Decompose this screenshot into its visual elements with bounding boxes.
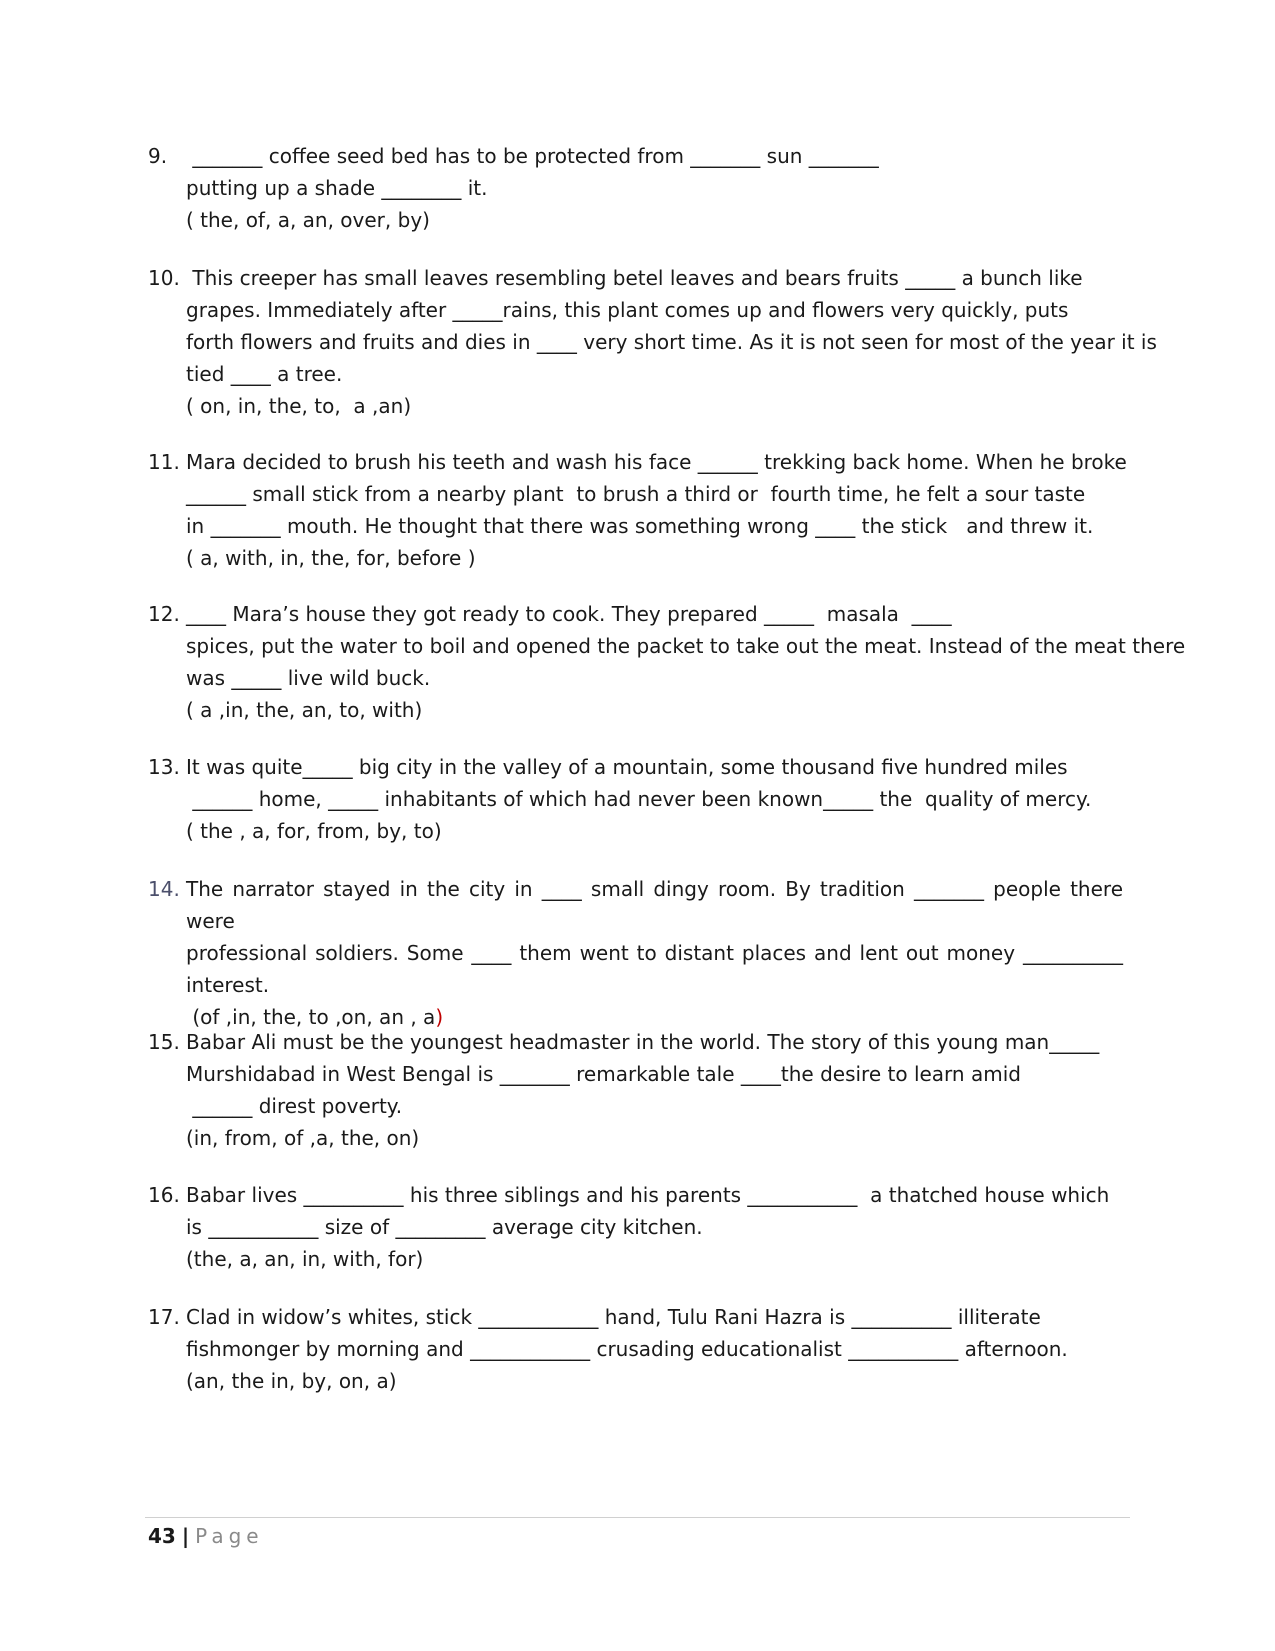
question-line: The narrator stayed in the city in ____ small dingy room. By tradition _______ people there were bbox=[186, 877, 1123, 933]
question-line: forth flowers and fruits and dies in ____ very short time. As it is not seen for most of the year it is bbox=[186, 330, 1157, 354]
question-number: 9. bbox=[148, 144, 168, 168]
question-line: fishmonger by morning and ____________ crusading educationalist ___________ afternoon. bbox=[186, 1337, 1068, 1361]
page-footer bbox=[148, 1521, 264, 1551]
question-16 bbox=[148, 1179, 1123, 1275]
question-10 bbox=[148, 262, 1157, 422]
question-number: 13. bbox=[148, 755, 180, 779]
question-line: _______ coffee seed bed has to be protected from _______ sun _______ bbox=[186, 144, 879, 168]
closing-paren: ) bbox=[435, 1005, 444, 1029]
answer-options: (the, a, an, in, with, for) bbox=[186, 1247, 424, 1271]
question-line: Babar Ali must be the youngest headmaster in the world. The story of this young man_____ bbox=[186, 1030, 1100, 1054]
question-line: ______ small stick from a nearby plant to brush a third or fourth time, he felt a sour taste bbox=[186, 482, 1086, 506]
question-line: ____ Mara’s house they got ready to cook. They prepared _____ masala ____ bbox=[186, 602, 952, 626]
answer-options: (in, from, of ,a, the, on) bbox=[186, 1126, 420, 1150]
question-line: interest. bbox=[186, 973, 270, 997]
question-line: Clad in widow’s whites, stick ____________ hand, Tulu Rani Hazra is __________ illiterate bbox=[186, 1305, 1041, 1329]
answer-options: ( the, of, a, an, over, by) bbox=[186, 208, 430, 232]
question-number: 14. bbox=[148, 877, 180, 901]
question-line: This creeper has small leaves resembling betel leaves and bears fruits _____ a bunch like bbox=[186, 266, 1083, 290]
question-line: putting up a shade ________ it. bbox=[186, 176, 488, 200]
question-12 bbox=[148, 598, 1186, 726]
question-line: was _____ live wild buck. bbox=[186, 666, 431, 690]
answer-options: ( a, with, in, the, for, before ) bbox=[186, 546, 476, 570]
question-line: is ___________ size of _________ average city kitchen. bbox=[186, 1215, 703, 1239]
question-line: grapes. Immediately after _____rains, this plant comes up and flowers very quickly, puts bbox=[186, 298, 1069, 322]
question-line: Murshidabad in West Bengal is _______ remarkable tale ____the desire to learn amid bbox=[186, 1062, 1021, 1086]
question-line: spices, put the water to boil and opened the packet to take out the meat. Instead of the meat there bbox=[186, 634, 1186, 658]
page-number: 43 bbox=[148, 1524, 176, 1548]
question-number: 12. bbox=[148, 602, 180, 626]
question-line: Babar lives __________ his three siblings and his parents ___________ a thatched house which bbox=[186, 1183, 1110, 1207]
question-number: 15. bbox=[148, 1030, 180, 1054]
question-line: Mara decided to brush his teeth and wash his face ______ trekking back home. When he broke bbox=[186, 450, 1127, 474]
question-number: 11. bbox=[148, 450, 180, 474]
question-17 bbox=[148, 1301, 1123, 1397]
page-label: Page bbox=[195, 1524, 264, 1548]
question-line: ______ direst poverty. bbox=[186, 1094, 403, 1118]
question-line: in _______ mouth. He thought that there was something wrong ____ the stick and threw it. bbox=[186, 514, 1094, 538]
question-line: professional soldiers. Some ____ them went to distant places and lent out money __________ bbox=[186, 941, 1123, 965]
question-9 bbox=[148, 140, 1123, 236]
answer-options-text: (of ,in, the, to ,on, an , a bbox=[186, 1005, 436, 1029]
answer-options: (an, the in, by, on, a) bbox=[186, 1369, 397, 1393]
footer-separator: | bbox=[181, 1524, 190, 1548]
question-number: 16. bbox=[148, 1183, 180, 1207]
question-number: 17. bbox=[148, 1305, 180, 1329]
question-line: It was quite_____ big city in the valley of a mountain, some thousand five hundred miles bbox=[186, 755, 1068, 779]
question-13 bbox=[148, 751, 1123, 847]
question-15 bbox=[148, 1026, 1123, 1154]
answer-options: ( on, in, the, to, a ,an) bbox=[186, 394, 412, 418]
question-line: tied ____ a tree. bbox=[186, 362, 343, 386]
question-number: 10. bbox=[148, 266, 180, 290]
answer-options: ( a ,in, the, an, to, with) bbox=[186, 698, 423, 722]
question-line: ______ home, _____ inhabitants of which had never been known_____ the quality of mercy. bbox=[186, 787, 1092, 811]
question-11 bbox=[148, 446, 1127, 574]
footer-divider bbox=[145, 1517, 1130, 1518]
answer-options: ( the , a, for, from, by, to) bbox=[186, 819, 442, 843]
question-14 bbox=[148, 873, 1123, 1033]
